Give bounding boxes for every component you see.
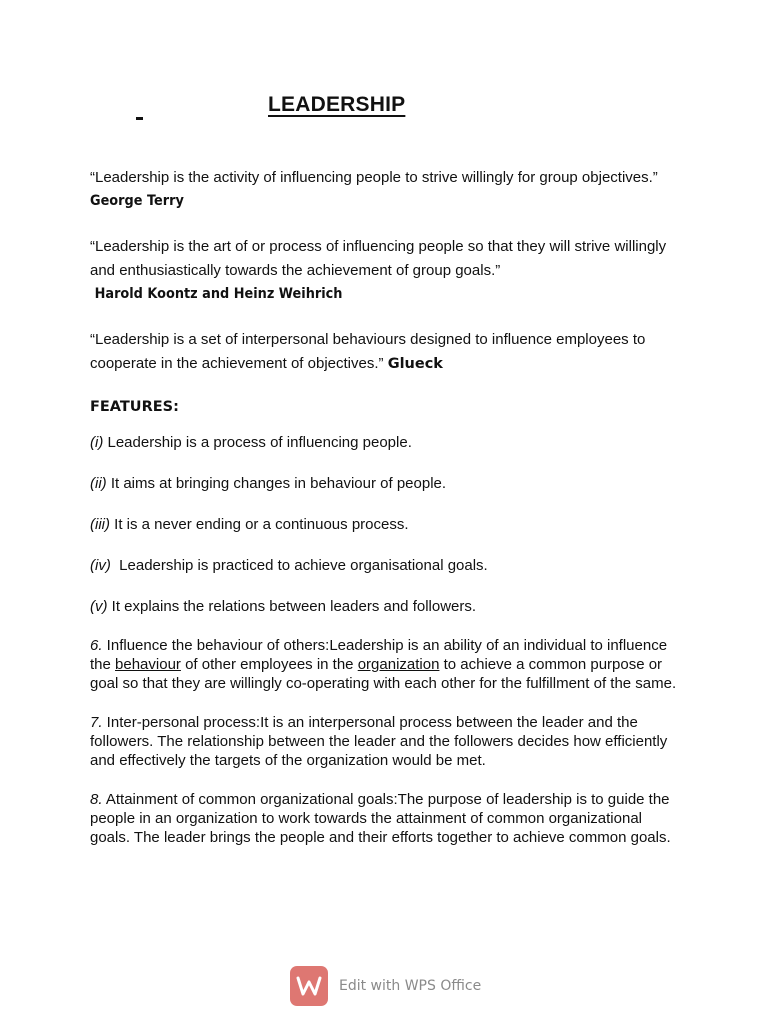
quote-text: “Leadership is the art of or process of influencing people so that they will strive willingly and enthusiastically towards the achievement of group goals.” <box>90 238 667 279</box>
feature-text: It aims at bringing changes in behaviour of people. <box>106 475 447 492</box>
numbered-point-8 <box>90 790 682 847</box>
quote-text: “Leadership is the activity of influencing people to strive willingly for group objectives.” <box>90 169 658 186</box>
definition-quote-3 <box>90 328 690 376</box>
point-text: Attainment of common organizational goals:The purpose of leadership is to guide the people in an organization to work towards the attainment of common organizational goals. The leader brings the people and their efforts together to achieve common goals. <box>90 791 671 846</box>
point-text: to achieve a common purpose or goal so that they are willingly co-operating with each other for the fulfillment of the same. <box>90 656 677 692</box>
feature-marker: (ii) <box>90 475 107 492</box>
quote-author: Harold Koontz and Heinz Weihrich <box>94 286 343 302</box>
document-title: LEADERSHIP <box>268 93 406 116</box>
point-number: 6. <box>90 637 103 654</box>
numbered-point-6 <box>90 636 682 693</box>
behaviour-link[interactable]: behaviour <box>115 656 181 673</box>
feature-text: Leadership is a process of influencing people. <box>103 434 412 451</box>
feature-marker: (i) <box>90 434 104 451</box>
feature-marker: (iv) <box>90 557 111 574</box>
feature-text: It is a never ending or a continuous process. <box>110 516 409 533</box>
definition-quote-2 <box>90 235 690 305</box>
quote-author: George Terry <box>90 193 184 209</box>
feature-item <box>90 432 690 454</box>
feature-text: Leadership is practiced to achieve organisational goals. <box>110 557 488 574</box>
document-body <box>90 166 690 867</box>
edit-with-wps-badge[interactable] <box>290 965 481 1007</box>
stray-dash-mark <box>136 117 143 120</box>
feature-text: It explains the relations between leaders and followers. <box>107 598 477 615</box>
point-text: Influence the behaviour of others:Leadership is an ability of an individual to influence the <box>90 637 668 673</box>
feature-item <box>90 555 690 577</box>
point-number: 7. <box>90 714 103 731</box>
quote-text-with-author <box>90 328 690 376</box>
feature-item <box>90 473 690 495</box>
point-text: of other employees in the <box>180 656 358 673</box>
point-text: Inter-personal process:It is an interpersonal process between the leader and the followers. The relationship between the leader and the followers decides how efficiently and effectively the targets of the organization would be met. <box>90 714 668 769</box>
organization-link[interactable]: organization <box>357 656 440 673</box>
feature-marker: (v) <box>90 598 108 615</box>
feature-item <box>90 514 690 536</box>
wps-logo-icon <box>290 966 328 1006</box>
feature-marker: (iii) <box>90 516 110 533</box>
features-heading: FEATURES: <box>90 399 179 415</box>
wps-badge-label: Edit with WPS Office <box>339 978 482 994</box>
feature-item <box>90 596 690 618</box>
point-number: 8. <box>90 791 103 808</box>
quote-text: “Leadership is a set of interpersonal behaviours designed to influence employees to cooperate in the achievement of objectives.” <box>90 331 646 372</box>
definition-quote-1 <box>90 166 690 212</box>
quote-author: Glueck <box>387 356 443 372</box>
numbered-point-7 <box>90 713 682 770</box>
wps-w-glyph-icon <box>296 975 322 997</box>
